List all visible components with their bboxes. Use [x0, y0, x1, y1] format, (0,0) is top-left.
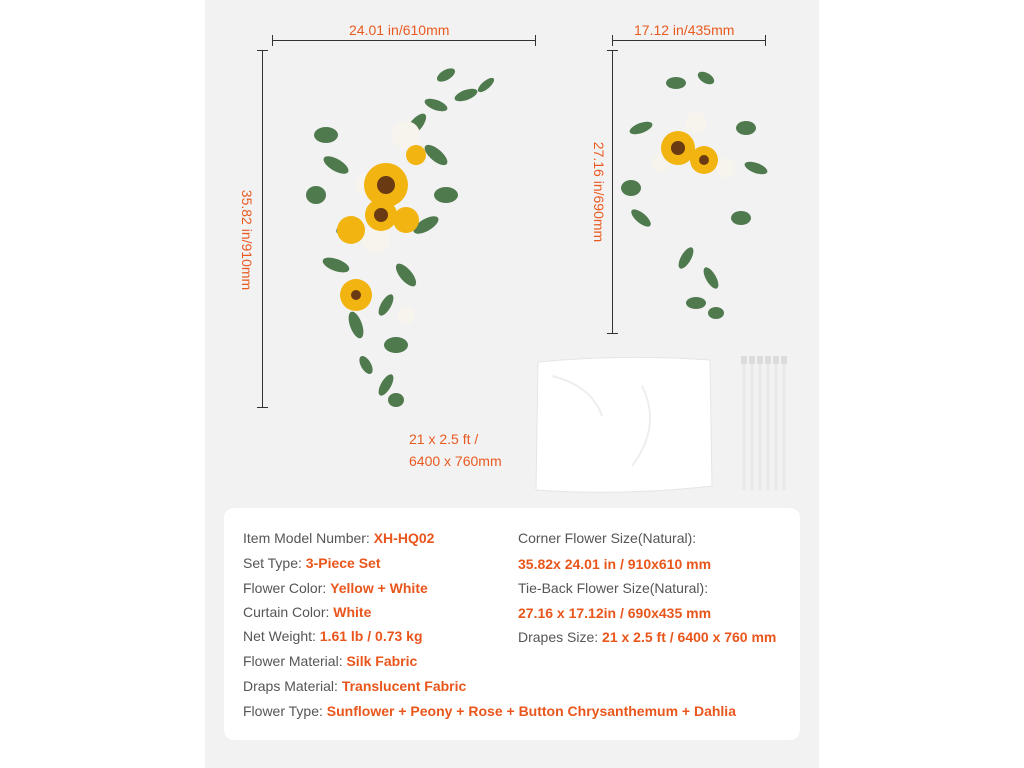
- spec-curtain-color: Curtain Color: White: [243, 604, 372, 620]
- spec-tieback-label: Tie-Back Flower Size(Natural):: [518, 580, 709, 596]
- drape-size-line2: 6400 x 760mm: [409, 453, 502, 469]
- large-height-line: [262, 50, 263, 408]
- large-width-line: [272, 40, 536, 41]
- spec-draps-material: Draps Material: Translucent Fabric: [243, 678, 467, 694]
- spec-tieback-value: 27.16 x 17.12in / 690x435 mm: [518, 605, 712, 621]
- spec-flower-color: Flower Color: Yellow + White: [243, 580, 428, 596]
- spec-net-weight: Net Weight: 1.61 lb / 0.73 kg: [243, 628, 423, 644]
- large-flower-arrangement: [296, 55, 506, 415]
- drape-fabric: [532, 356, 716, 494]
- spec-drapes-size: Drapes Size: 21 x 2.5 ft / 6400 x 760 mm: [518, 629, 777, 645]
- spec-model-number: Item Model Number: XH-HQ02: [243, 530, 435, 546]
- drape-size-line1: 21 x 2.5 ft /: [409, 431, 479, 447]
- spec-flower-type: Flower Type: Sunflower + Peony + Rose + Button Chrysanthemum + Dahlia: [243, 703, 736, 719]
- spec-flower-material: Flower Material: Silk Fabric: [243, 653, 418, 669]
- large-width-label: 24.01 in/610mm: [346, 22, 452, 38]
- small-flower-arrangement: [616, 68, 776, 328]
- spec-corner-value: 35.82x 24.01 in / 910x610 mm: [518, 556, 712, 572]
- small-height-label: 27.16 in/690mm: [591, 139, 607, 245]
- spec-corner-label: Corner Flower Size(Natural):: [518, 530, 697, 546]
- small-width-line: [612, 40, 766, 41]
- spec-set-type: Set Type: 3-Piece Set: [243, 555, 381, 571]
- drape-size-label: [409, 428, 502, 472]
- cable-ties: [736, 354, 786, 494]
- small-width-label: 17.12 in/435mm: [631, 22, 737, 38]
- small-height-line: [612, 50, 613, 334]
- large-height-label: 35.82 in/910mm: [239, 187, 255, 293]
